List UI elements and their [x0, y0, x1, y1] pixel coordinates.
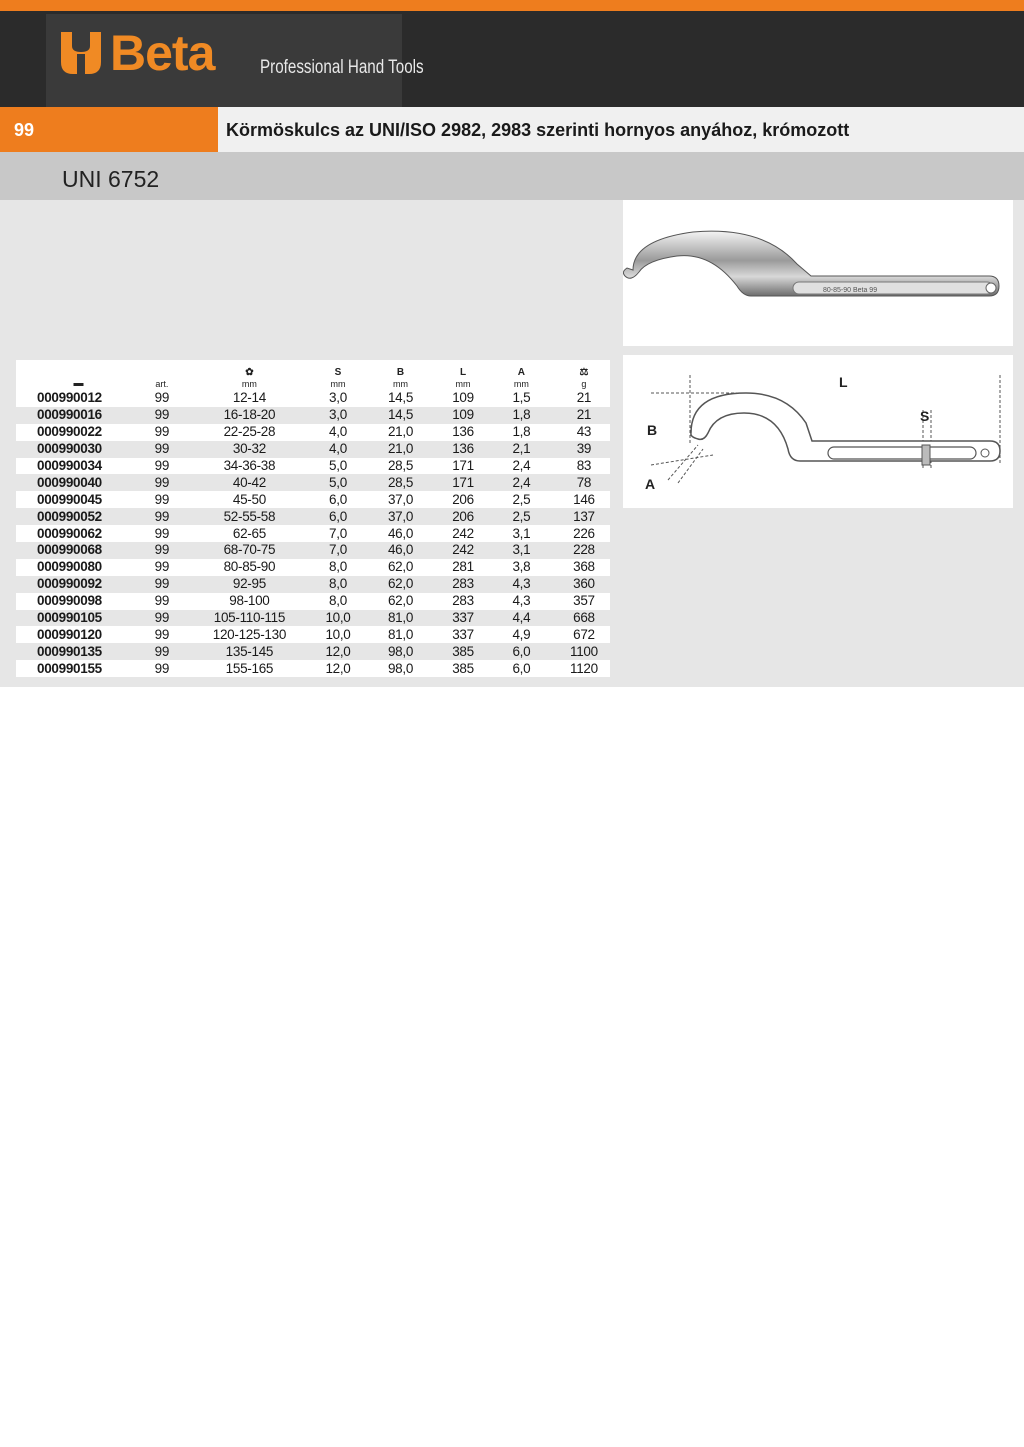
wrench-dimension-drawing: [623, 355, 1013, 508]
column-unit: g: [581, 379, 587, 389]
table-cell: 6,0: [512, 643, 531, 659]
table-row: [16, 441, 610, 458]
table-cell: 5,0: [329, 474, 347, 490]
table-cell: 7,0: [329, 525, 347, 541]
table-row: [16, 626, 610, 643]
table-cell: 46,0: [387, 525, 414, 541]
table-row: [16, 458, 610, 475]
column-header: [441, 360, 485, 390]
table-cell: 000990062: [37, 525, 102, 541]
table-cell: 46,0: [387, 542, 414, 558]
hook-wrench-photo: [623, 200, 1013, 346]
column-header: [485, 360, 558, 390]
table-cell: 672: [573, 626, 595, 642]
table-cell: 21: [576, 407, 592, 423]
table-cell: 109: [452, 390, 474, 406]
table-cell: 000990068: [37, 542, 102, 558]
table-cell: 92-95: [232, 576, 266, 592]
table-cell: 000990135: [37, 643, 102, 659]
spec-table-body: [16, 390, 610, 677]
table-cell: 83: [576, 458, 592, 473]
table-cell: 120-125-130: [212, 626, 287, 642]
table-cell: 6,0: [329, 508, 347, 524]
table-cell: 68-70-75: [223, 542, 276, 558]
column-unit: mm: [455, 379, 471, 389]
table-cell: 171: [452, 474, 474, 490]
table-cell: 4,3: [512, 593, 531, 609]
table-cell: 337: [452, 610, 474, 626]
table-cell: 62,0: [387, 593, 414, 609]
code-icon: ▬: [73, 378, 84, 389]
product-code-cell: [0, 107, 218, 152]
column-symbol: A: [517, 367, 525, 378]
table-cell: 1120: [570, 660, 598, 676]
standard-label: UNI 6752: [62, 166, 160, 192]
table-cell: 109: [452, 407, 474, 423]
table-row: [16, 390, 610, 407]
table-cell: 99: [154, 542, 170, 558]
column-unit: mm: [513, 379, 529, 389]
header-accent-line: [0, 0, 1024, 11]
column-header: [183, 360, 316, 390]
table-cell: 14,5: [387, 407, 414, 423]
table-cell: 12,0: [325, 660, 351, 676]
table-cell: 37,0: [387, 508, 414, 524]
table-cell: 000990092: [37, 576, 102, 592]
table-cell: 226: [573, 525, 595, 541]
table-cell: 80-85-90: [223, 559, 276, 575]
table-cell: 000990155: [37, 660, 102, 676]
table-cell: 6,0: [329, 491, 347, 507]
column-symbol: S: [334, 367, 342, 378]
label-S: S: [920, 408, 930, 424]
table-cell: 000990016: [37, 407, 102, 423]
table-cell: 8,0: [329, 576, 347, 592]
table-cell: 4,0: [329, 441, 347, 457]
header-bar: [0, 0, 1024, 107]
table-cell: 3,8: [512, 559, 531, 575]
table-cell: 2,5: [512, 508, 531, 524]
table-row: [16, 660, 610, 677]
spec-table-header: [16, 360, 610, 390]
table-row: [16, 559, 610, 576]
table-cell: 2,4: [512, 458, 531, 473]
product-title-row: [0, 107, 1024, 152]
table-cell: 242: [452, 525, 474, 541]
table-cell: 1,8: [512, 407, 531, 423]
table-cell: 16-18-20: [223, 407, 276, 423]
table-cell: 000990080: [37, 559, 102, 575]
table-cell: 385: [452, 660, 474, 676]
table-cell: 98,0: [387, 660, 414, 676]
table-cell: 2,1: [512, 441, 531, 457]
table-cell: 21,0: [387, 424, 414, 440]
column-header: [141, 360, 183, 390]
table-cell: 3,0: [329, 390, 347, 406]
table-cell: 206: [452, 508, 474, 524]
column-unit: art.: [155, 379, 169, 389]
table-row: [16, 508, 610, 525]
table-cell: 357: [573, 593, 595, 609]
table-cell: 99: [154, 643, 170, 659]
table-cell: 81,0: [387, 610, 414, 626]
table-cell: 99: [154, 508, 170, 524]
table-cell: 99: [154, 458, 170, 473]
table-cell: 146: [573, 491, 595, 507]
table-cell: 4,3: [512, 576, 531, 592]
table-cell: 000990120: [37, 626, 102, 642]
table-cell: 3,1: [512, 542, 531, 558]
table-cell: 10,0: [325, 626, 351, 642]
table-cell: 12-14: [232, 390, 266, 406]
table-cell: 000990022: [37, 424, 102, 440]
table-cell: 206: [452, 491, 474, 507]
table-cell: 5,0: [329, 458, 347, 473]
table-cell: 283: [452, 593, 474, 609]
table-row: [16, 643, 610, 660]
table-cell: 99: [154, 441, 170, 457]
table-cell: 3,1: [512, 525, 531, 541]
table-row: [16, 491, 610, 508]
table-cell: 135-145: [225, 643, 274, 659]
table-cell: 242: [452, 542, 474, 558]
product-title: Körmöskulcs az UNI/ISO 2982, 2983 szerinti hornyos anyához, krómozott: [226, 120, 850, 140]
table-cell: 668: [573, 610, 595, 626]
table-cell: 2,5: [512, 491, 531, 507]
column-symbol: L: [459, 367, 467, 378]
table-cell: 30-32: [232, 441, 266, 457]
table-cell: 000990034: [37, 458, 102, 473]
column-unit: mm: [241, 379, 257, 389]
column-unit: mm: [393, 379, 408, 389]
table-cell: 155-165: [225, 660, 274, 676]
table-cell: 171: [452, 458, 474, 473]
table-cell: 281: [452, 559, 474, 575]
table-cell: 000990045: [37, 491, 102, 507]
table-cell: 385: [452, 643, 474, 659]
table-row: [16, 525, 610, 542]
table-row: [16, 576, 610, 593]
table-cell: 136: [452, 424, 474, 440]
table-cell: 99: [154, 660, 170, 676]
table-cell: 000990098: [37, 593, 102, 609]
table-cell: 12,0: [325, 643, 351, 659]
table-cell: 14,5: [387, 390, 414, 406]
table-cell: 10,0: [325, 610, 351, 626]
brand-name: Beta: [110, 25, 215, 81]
table-cell: 78: [576, 474, 592, 490]
table-cell: 000990052: [37, 508, 102, 524]
table-cell: 3,0: [329, 407, 347, 423]
table-cell: 21,0: [387, 441, 414, 457]
table-cell: 62,0: [387, 576, 414, 592]
table-row: [16, 424, 610, 441]
table-cell: 99: [154, 593, 170, 609]
table-cell: 99: [154, 626, 170, 642]
table-cell: 000990105: [37, 610, 102, 626]
table-cell: 4,0: [329, 424, 347, 440]
table-cell: 000990040: [37, 474, 102, 490]
table-cell: 37,0: [387, 491, 414, 507]
nut-icon: ✿: [245, 367, 254, 378]
table-cell: 4,9: [512, 626, 531, 642]
table-cell: 99: [154, 491, 170, 507]
table-cell: 22-25-28: [223, 424, 276, 440]
table-cell: 62,0: [387, 559, 414, 575]
table-cell: 99: [154, 525, 170, 541]
table-cell: 105-110-115: [213, 610, 286, 626]
table-cell: 283: [452, 576, 474, 592]
table-cell: 45-50: [232, 491, 266, 507]
column-header: [16, 360, 141, 390]
table-cell: 136: [452, 441, 474, 457]
label-L: L: [839, 374, 848, 390]
column-unit: mm: [330, 379, 346, 389]
table-row: [16, 593, 610, 610]
table-cell: 99: [154, 424, 170, 440]
table-cell: 228: [573, 542, 595, 558]
table-cell: 000990030: [37, 441, 102, 457]
column-symbol: B: [396, 367, 405, 378]
table-cell: 8,0: [329, 593, 347, 609]
wrench-logo-icon: [58, 30, 104, 76]
table-cell: 337: [452, 626, 474, 642]
table-cell: 99: [154, 474, 170, 490]
spec-table: [16, 360, 610, 677]
table-cell: 137: [573, 508, 595, 524]
product-code: 99: [14, 120, 35, 140]
table-row: [16, 474, 610, 491]
table-cell: 2,4: [512, 474, 531, 490]
table-cell: 360: [573, 576, 595, 592]
label-A: A: [645, 476, 656, 492]
table-cell: 43: [576, 424, 592, 440]
table-row: [16, 542, 610, 559]
column-header: [360, 360, 441, 390]
column-header: [316, 360, 360, 390]
weight-icon: ⚖: [579, 367, 589, 378]
table-cell: 52-55-58: [223, 508, 276, 524]
product-photo: [623, 200, 1013, 346]
table-cell: 28,5: [387, 474, 414, 490]
table-cell: 1,5: [512, 390, 531, 406]
table-cell: 98,0: [387, 643, 414, 659]
table-cell: 6,0: [512, 660, 531, 676]
table-cell: 81,0: [387, 626, 414, 642]
table-cell: 99: [154, 610, 170, 626]
photo-engraving: 80-85-90 Beta 99: [823, 287, 878, 294]
standard-row: [0, 152, 1024, 200]
table-row: [16, 610, 610, 627]
table-cell: 1,8: [512, 424, 531, 440]
brand-tagline: Professional Hand Tools: [260, 57, 424, 78]
table-cell: 99: [154, 559, 170, 575]
table-row: [16, 407, 610, 424]
table-cell: 62-65: [232, 525, 266, 541]
table-cell: 39: [576, 441, 592, 457]
table-cell: 99: [154, 407, 170, 423]
table-cell: 000990012: [37, 390, 102, 406]
table-cell: 40-42: [232, 474, 266, 490]
table-cell: 4,4: [512, 610, 531, 626]
table-cell: 1100: [570, 643, 598, 659]
table-cell: 34-36-38: [223, 458, 276, 473]
dimension-diagram: [623, 355, 1013, 508]
table-cell: 99: [154, 576, 170, 592]
column-header: [558, 360, 610, 390]
table-cell: 7,0: [329, 542, 347, 558]
table-cell: 28,5: [387, 458, 414, 473]
label-B: B: [647, 422, 658, 438]
table-cell: 368: [573, 559, 595, 575]
table-cell: 21: [576, 390, 592, 406]
table-cell: 98-100: [229, 593, 270, 609]
table-cell: 99: [154, 390, 170, 406]
table-cell: 8,0: [329, 559, 347, 575]
